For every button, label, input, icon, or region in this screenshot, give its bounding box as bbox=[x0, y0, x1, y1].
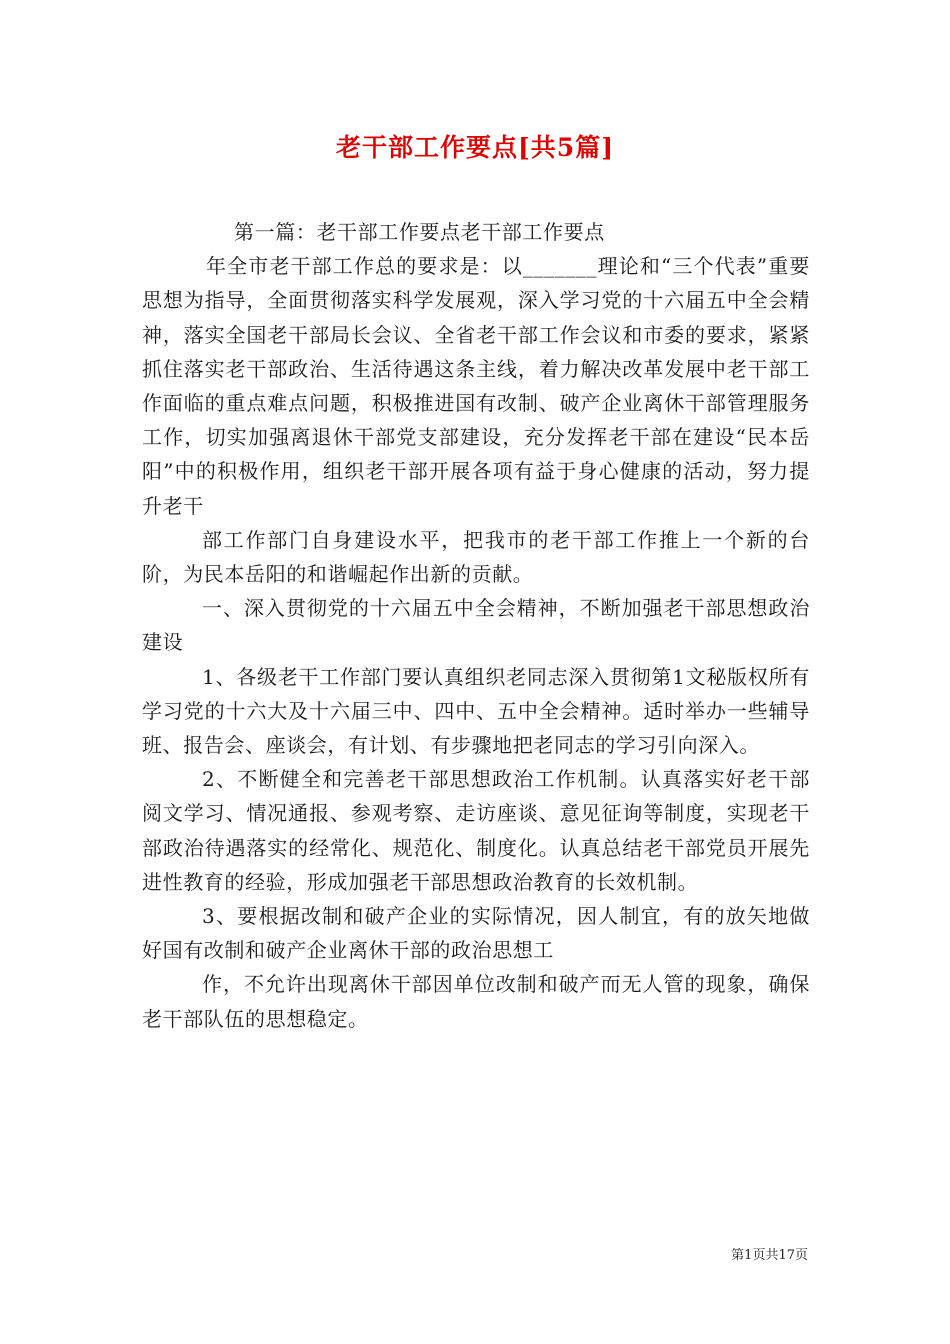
document-title: 老干部工作要点[共5篇] bbox=[335, 133, 615, 162]
paragraph-1: 年全市老干部工作总的要求是：以_______理论和“三个代表”重要思想为指导，全面贯彻落实科学发展观，深入学习党的十六届五中全会精神，落实全国老干部局长会议、全省老干部工作会议和市委的要求，紧紧抓住落实老干部政治、生活待遇这条主线，着力解决改革发展中老干部工作面临的重点难点问题，积极推进国有改制、破产企业离休干部管理服务工作，切实加强离退休干部党支部建设，充分发挥老干部在建设“民本岳阳”中的积极作用，组织老干部开展各项有益于身心健康的活动，努力提升老干 bbox=[142, 254, 810, 518]
paragraph-7: 作，不允许出现离休干部因单位改制和破产而无人管的现象，确保老干部队伍的思想稳定。 bbox=[142, 972, 810, 1031]
page-number: 第1页共17页 bbox=[731, 1248, 808, 1263]
paragraph-5: 2、不断健全和完善老干部思想政治工作机制。认真落实好老干部阅文学习、情况通报、参观考察、走访座谈、意见征询等制度，实现老干部政治待遇落实的经常化、规范化、制度化。认真总结老干部党员开展先进性教育的经验，形成加强老干部思想政治教育的长效机制。 bbox=[142, 767, 810, 894]
section-subtitle: 第一篇：老干部工作要点老干部工作要点 bbox=[234, 220, 605, 244]
document-body bbox=[142, 215, 810, 1036]
paragraph-2: 部工作部门自身建设水平，把我市的老干部工作推上一个新的台阶，为民本岳阳的和谐崛起作出新的贡献。 bbox=[142, 527, 810, 587]
paragraph-6: 3、要根据改制和破产企业的实际情况，因人制宜，有的放矢地做好国有改制和破产企业离休干部的政治思想工 bbox=[142, 904, 810, 963]
paragraph-4: 1、各级老干工作部门要认真组织老同志深入贯彻第1文秘版权所有学习党的十六大及十六届三中、四中、五中全会精神。适时举办一些辅导班、报告会、座谈会，有计划、有步骤地把老同志的学习引向深入。 bbox=[142, 664, 810, 758]
paragraph-3: 一、深入贯彻党的十六届五中全会精神，不断加强老干部思想政治建设 bbox=[142, 596, 810, 655]
